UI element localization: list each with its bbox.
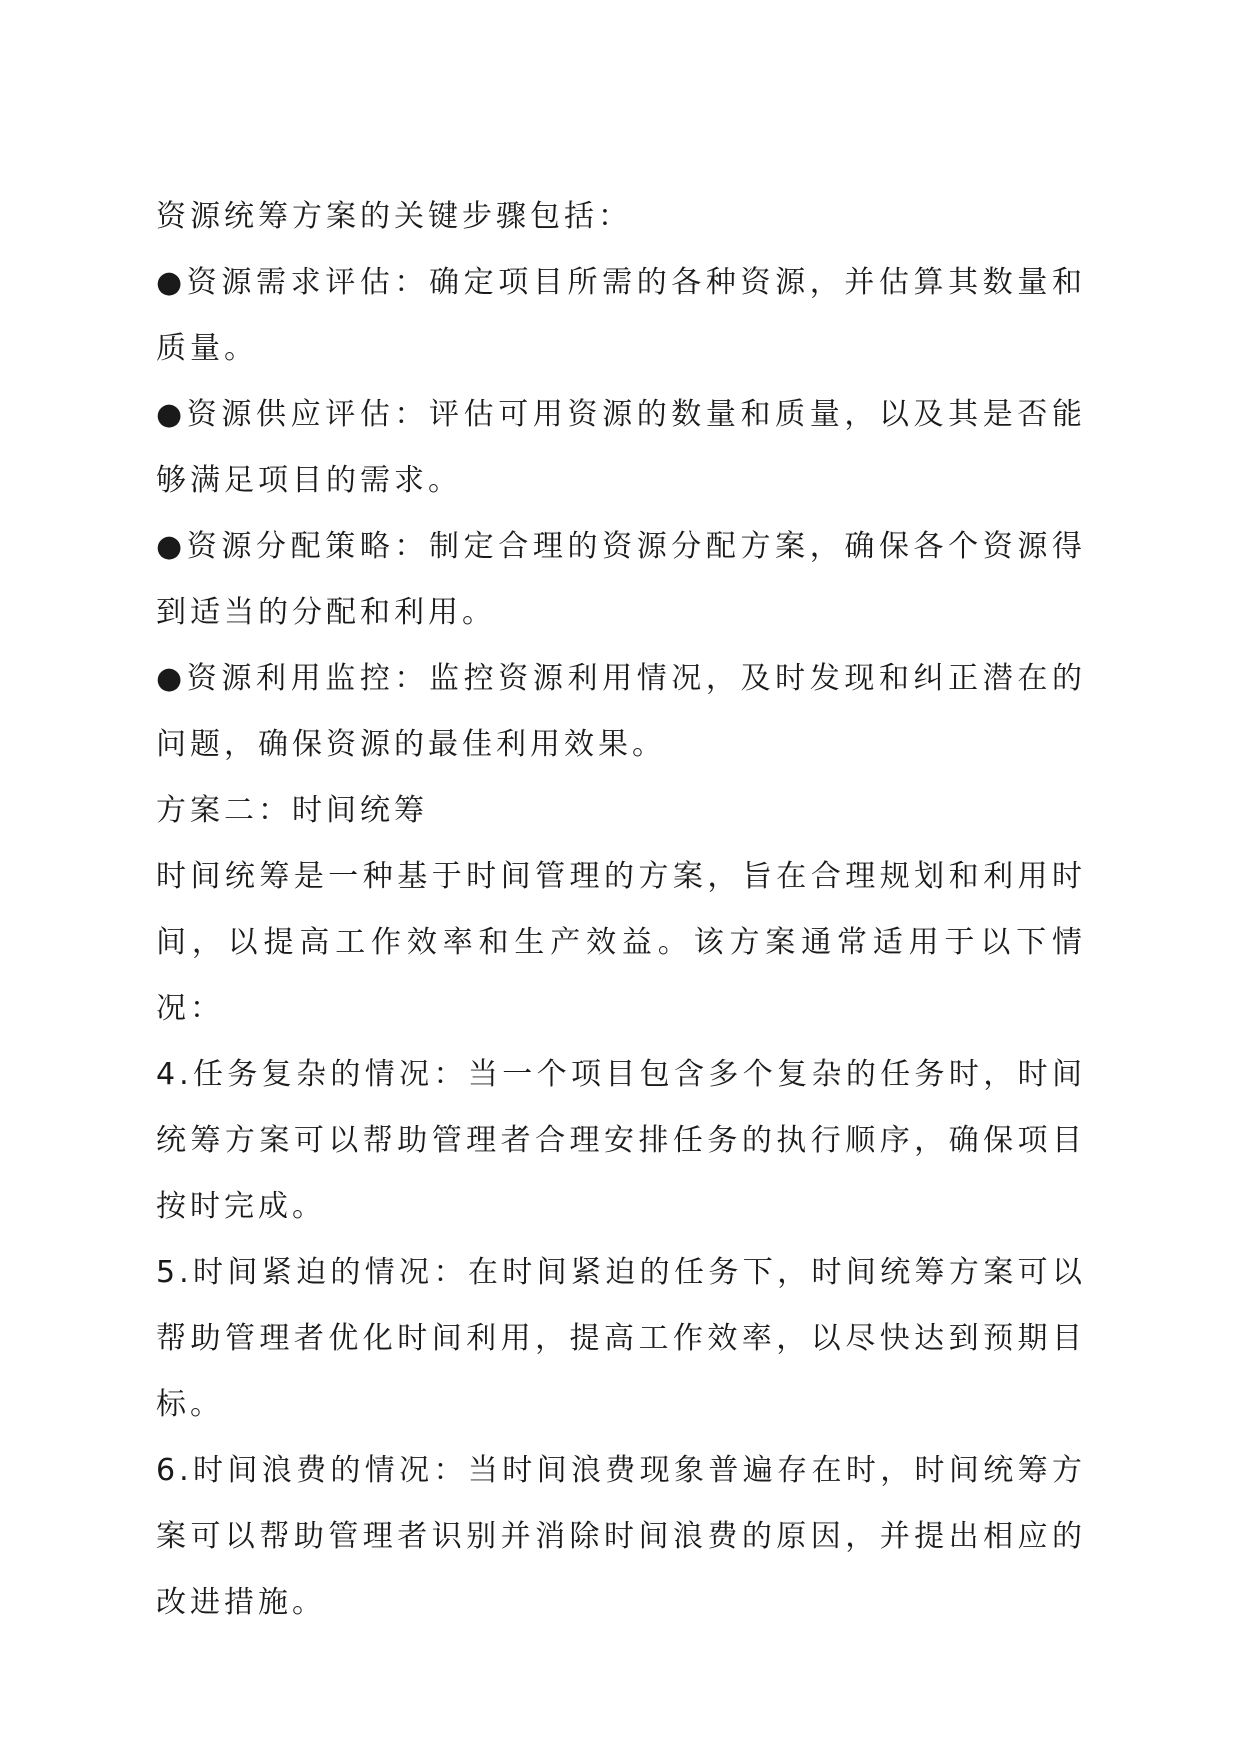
bullet-item-usage-monitoring: ●资源利用监控：监控资源利用情况，及时发现和纠正潜在的问题，确保资源的最佳利用效果。 — [156, 661, 1086, 762]
section-heading-plan-two: 方案二：时间统筹 — [156, 793, 428, 828]
plan-two-description: 时间统筹是一种基于时间管理的方案，旨在合理规划和利用时间，以提高工作效率和生产效益。该方案通常适用于以下情况： — [156, 859, 1086, 1026]
intro-paragraph: 资源统筹方案的关键步骤包括： — [156, 199, 632, 234]
numbered-item-5: 5.时间紧迫的情况：在时间紧迫的任务下，时间统筹方案可以帮助管理者优化时间利用，提高工作效率，以尽快达到预期目标。 — [156, 1255, 1086, 1422]
bullet-item-demand-assessment: ●资源需求评估：确定项目所需的各种资源，并估算其数量和质量。 — [156, 265, 1086, 366]
document-body — [156, 184, 1086, 1636]
bullet-item-allocation-strategy: ●资源分配策略：制定合理的资源分配方案，确保各个资源得到适当的分配和利用。 — [156, 529, 1086, 630]
numbered-item-4: 4.任务复杂的情况：当一个项目包含多个复杂的任务时，时间统筹方案可以帮助管理者合理安排任务的执行顺序，确保项目按时完成。 — [156, 1057, 1086, 1224]
numbered-item-6: 6.时间浪费的情况：当时间浪费现象普遍存在时，时间统筹方案可以帮助管理者识别并消除时间浪费的原因，并提出相应的改进措施。 — [156, 1453, 1086, 1620]
bullet-item-supply-assessment: ●资源供应评估：评估可用资源的数量和质量，以及其是否能够满足项目的需求。 — [156, 397, 1086, 498]
